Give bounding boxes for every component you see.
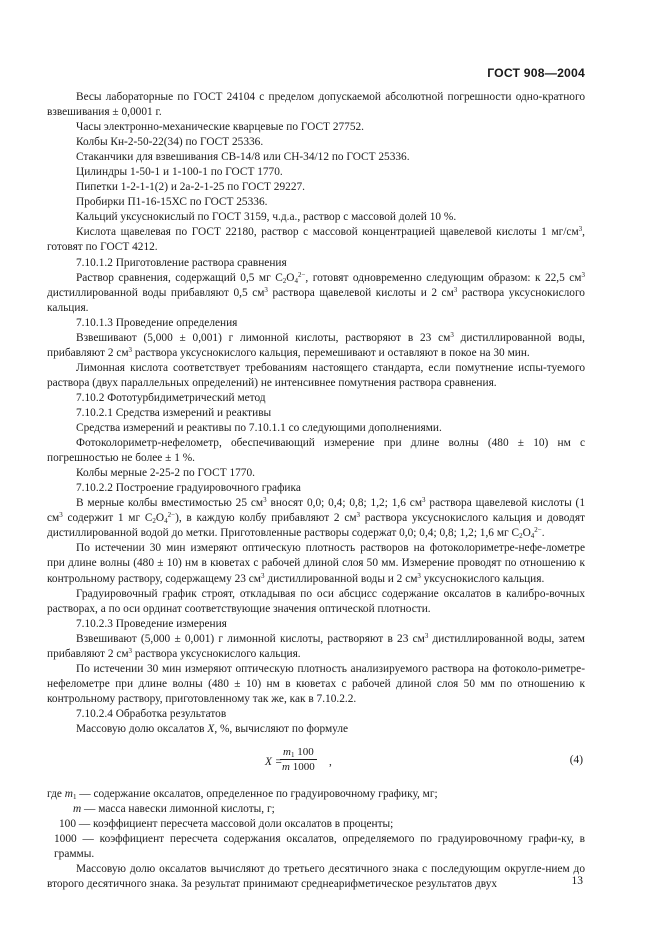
paragraph: Средства измерений и реактивы по 7.10.1.1 со следующими дополнениями. (76, 422, 442, 435)
variable: m (73, 803, 82, 816)
paragraph (47, 331, 585, 361)
paragraph: Пипетки 1-2-1-1(2) и 2а-2-1-25 по ГОСТ 29227. (76, 181, 306, 194)
text-run: раствора уксуснокислого кальция. (132, 647, 301, 660)
variable: X (207, 722, 215, 735)
definition (47, 802, 585, 817)
superscript: 2− (297, 270, 306, 279)
subscript: 1 (72, 793, 77, 802)
text-run: раствора уксуснокислого кальция и доводят дистиллированной водой до метки. Приготовленные растворы содержат 0,0; 0,4; 0,8; 1,2; 1,6 мг C (47, 512, 586, 540)
text-run: раствора уксуснокислого кальция, перемешивают и оставляют в покое на 30 мин. (132, 346, 530, 359)
paragraph: Кальций уксуснокислый по ГОСТ 3159, ч.д.а., раствор с массовой долей 10 %. (76, 211, 457, 224)
paragraph (47, 632, 585, 662)
text-run: раствора щавелевой кислоты (1 см (47, 497, 586, 525)
paragraph: Фотоколориметр-нефелометр, обеспечивающий измерение при длине волны (480 ± 10) нм с погрешностью не более ± 1 %. (47, 437, 585, 465)
superscript: 3 (417, 571, 421, 580)
superscript: 2− (167, 511, 176, 520)
paragraph: Колбы мерные 2-25-2 по ГОСТ 1770. (76, 467, 255, 480)
text-run: дистиллированной воды и 2 см (264, 572, 418, 585)
page-body (47, 90, 585, 892)
text-run: В мерные колбы вместимостью 25 см (76, 497, 264, 510)
subscript: 2 (282, 276, 287, 285)
superscript: 3 (128, 646, 133, 655)
variable: m (283, 746, 291, 759)
page-number: 13 (571, 875, 583, 887)
text-run: O (522, 527, 531, 540)
superscript: 3 (263, 496, 267, 505)
text-run: , готовят по ГОСТ 4212. (47, 226, 585, 254)
text-run: , готовят одновременно следующим образом: к 22,5 см (305, 271, 582, 284)
formula-comma: , (329, 756, 332, 769)
definition: 1000 — коэффициент пересчета содержания оксалатов, определяемого по градуировочному графи-ку, в граммы. (54, 833, 585, 861)
paragraph: Стаканчики для взвешивания СВ-14/8 или СН-34/12 по ГОСТ 25336. (76, 151, 410, 164)
subscript: 4 (164, 517, 168, 526)
text-run: — масса навески лимонной кислоты, г; (81, 803, 275, 816)
text-run: Взвешивают (5,000 ± 0,001) г лимонной кислоты, растворяют в 23 см (76, 331, 451, 344)
section-heading: 7.10.2.3 Проведение измерения (76, 617, 227, 630)
definition: 100 — коэффициент пересчета массовой доли оксалатов в проценты; (59, 818, 394, 831)
formula-4 (47, 743, 585, 787)
text-run: ), в каждую колбу прибавляют 2 см (175, 512, 357, 525)
superscript: 3 (264, 285, 268, 294)
text-run: O (286, 271, 295, 284)
text-run: . (541, 527, 545, 540)
superscript: 3 (59, 511, 63, 520)
variable: m (64, 788, 73, 801)
text-run: уксуснокислого кальция. (420, 572, 545, 585)
superscript: 3 (453, 285, 458, 294)
formula-fraction (280, 745, 317, 774)
text-run: Раствор сравнения, содержащий 0,5 мг C (76, 271, 283, 284)
subscript: 1 (290, 751, 295, 760)
variable: m (282, 761, 290, 774)
paragraph: По истечении 30 мин измеряют оптическую плотность анализируемого раствора на фотоколо-риметре-нефелометре при длине волны (480 ± 10) нм в кюветах с рабочей длиной слоя 50 мм по отношению к контрольному раствору, приготовленному так же, как в 7.10.2.2. (47, 662, 585, 705)
superscript: 3 (128, 345, 133, 354)
superscript: 2− (534, 526, 542, 535)
superscript: 3 (260, 571, 265, 580)
paragraph: Массовую долю оксалатов вычисляют до третьего десятичного знака с последующим округле-нием до второго десятичного знака. За результат принимают среднеарифметическое результатов двух (47, 863, 585, 891)
section-heading: 7.10.1.3 Проведение определения (76, 316, 238, 329)
subscript: 4 (530, 532, 535, 541)
text-run: где (47, 788, 65, 801)
paragraph (47, 541, 585, 586)
text-run: По истечении 30 мин измеряют оптическую плотность растворов на фотоколориметре-нефе-лометре при длине волны (480 ± 10) нм в кюветах с рабочей длиной слоя 50 мм. Измерение проводят по отношению к контрольному раствору, содержащему 23 см (47, 542, 585, 585)
paragraph (47, 722, 585, 737)
formula-lhs: X = (265, 756, 283, 769)
text-run: O (155, 512, 165, 525)
text-run: Массовую долю оксалатов (76, 722, 208, 735)
section-heading: 7.10.2 Фототурбидиметрический метод (76, 391, 266, 404)
text-run: дистиллированной воды прибавляют 0,5 см (47, 286, 265, 299)
text-run: вносят 0,0; 0,4; 0,8; 1,2; 1,6 см (266, 497, 423, 510)
text-run: 100 (294, 746, 314, 759)
paragraph: Колбы Кн-2-50-22(34) по ГОСТ 25336. (76, 136, 264, 149)
subscript: 2 (152, 517, 156, 526)
section-heading: 7.10.2.2 Построение градуировочного графика (76, 482, 301, 495)
paragraph: Весы лабораторные по ГОСТ 24104 с пределом допускаемой абсолютной погрешности одно-кратного взвешивания ± 0,0001 г. (47, 91, 585, 119)
paragraph: Цилиндры 1-50-1 и 1-100-1 по ГОСТ 1770. (76, 166, 283, 179)
subscript: 2 (519, 532, 523, 541)
formula-numerator (280, 745, 317, 760)
superscript: 3 (578, 225, 583, 234)
text-run: Кислота щавелевая по ГОСТ 22180, раствор с массовой концентрацией щавелевой кислоты 1 мг/см (76, 226, 579, 239)
formula-number: (4) (569, 754, 583, 767)
paragraph: Часы электронно-механические кварцевые по ГОСТ 27752. (76, 121, 365, 134)
paragraph: Лимонная кислота соответствует требованиям настоящего стандарта, если помутнение испы-туемого раствора (двух параллельных определений) не интенсивнее помутнения раствора сравнения. (47, 361, 585, 389)
paragraph (47, 496, 585, 541)
section-heading: 7.10.1.2 Приготовление раствора сравнения (76, 256, 287, 269)
paragraph: Пробирки П1-16-15ХС по ГОСТ 25336. (76, 196, 268, 209)
text-run: — содержание оксалатов, определенное по градуировочному графику, мг; (76, 788, 438, 801)
superscript: 3 (424, 631, 429, 640)
text-run: раствора щавелевой кислоты и 2 см (267, 286, 454, 299)
text-run: 1000 (289, 761, 315, 774)
superscript: 3 (422, 496, 426, 505)
superscript: 3 (450, 330, 454, 339)
text-run: Взвешивают (5,000 ± 0,001) г лимонной кислоты, растворяют в 23 см (76, 632, 425, 645)
text-run: дистиллированной воды, затем прибавляют 2 см (47, 632, 585, 660)
section-heading: 7.10.2.4 Обработка результатов (76, 707, 227, 720)
text-run: раствора уксуснокислого кальция. (47, 286, 585, 314)
superscript: 3 (581, 270, 585, 279)
paragraph (47, 271, 585, 316)
paragraph (47, 225, 585, 255)
text-run: содержит 1 мг C (62, 512, 153, 525)
text-run: дистиллированной воды, прибавляют 2 см (47, 331, 585, 359)
paragraph: Градуировочный график строят, откладывая по оси абсцисс содержание оксалатов в калибро-вочных растворах, а по оси ординат соответствующие значения оптической плотности. (47, 587, 585, 615)
text-run: , %, вычисляют по формуле (214, 722, 349, 735)
superscript: 3 (356, 511, 361, 520)
section-heading: 7.10.2.1 Средства измерений и реактивы (76, 406, 272, 419)
subscript: 4 (294, 276, 298, 285)
formula-denominator (280, 760, 317, 774)
definition (47, 787, 585, 802)
document-code: ГОСТ 908—2004 (487, 66, 585, 80)
